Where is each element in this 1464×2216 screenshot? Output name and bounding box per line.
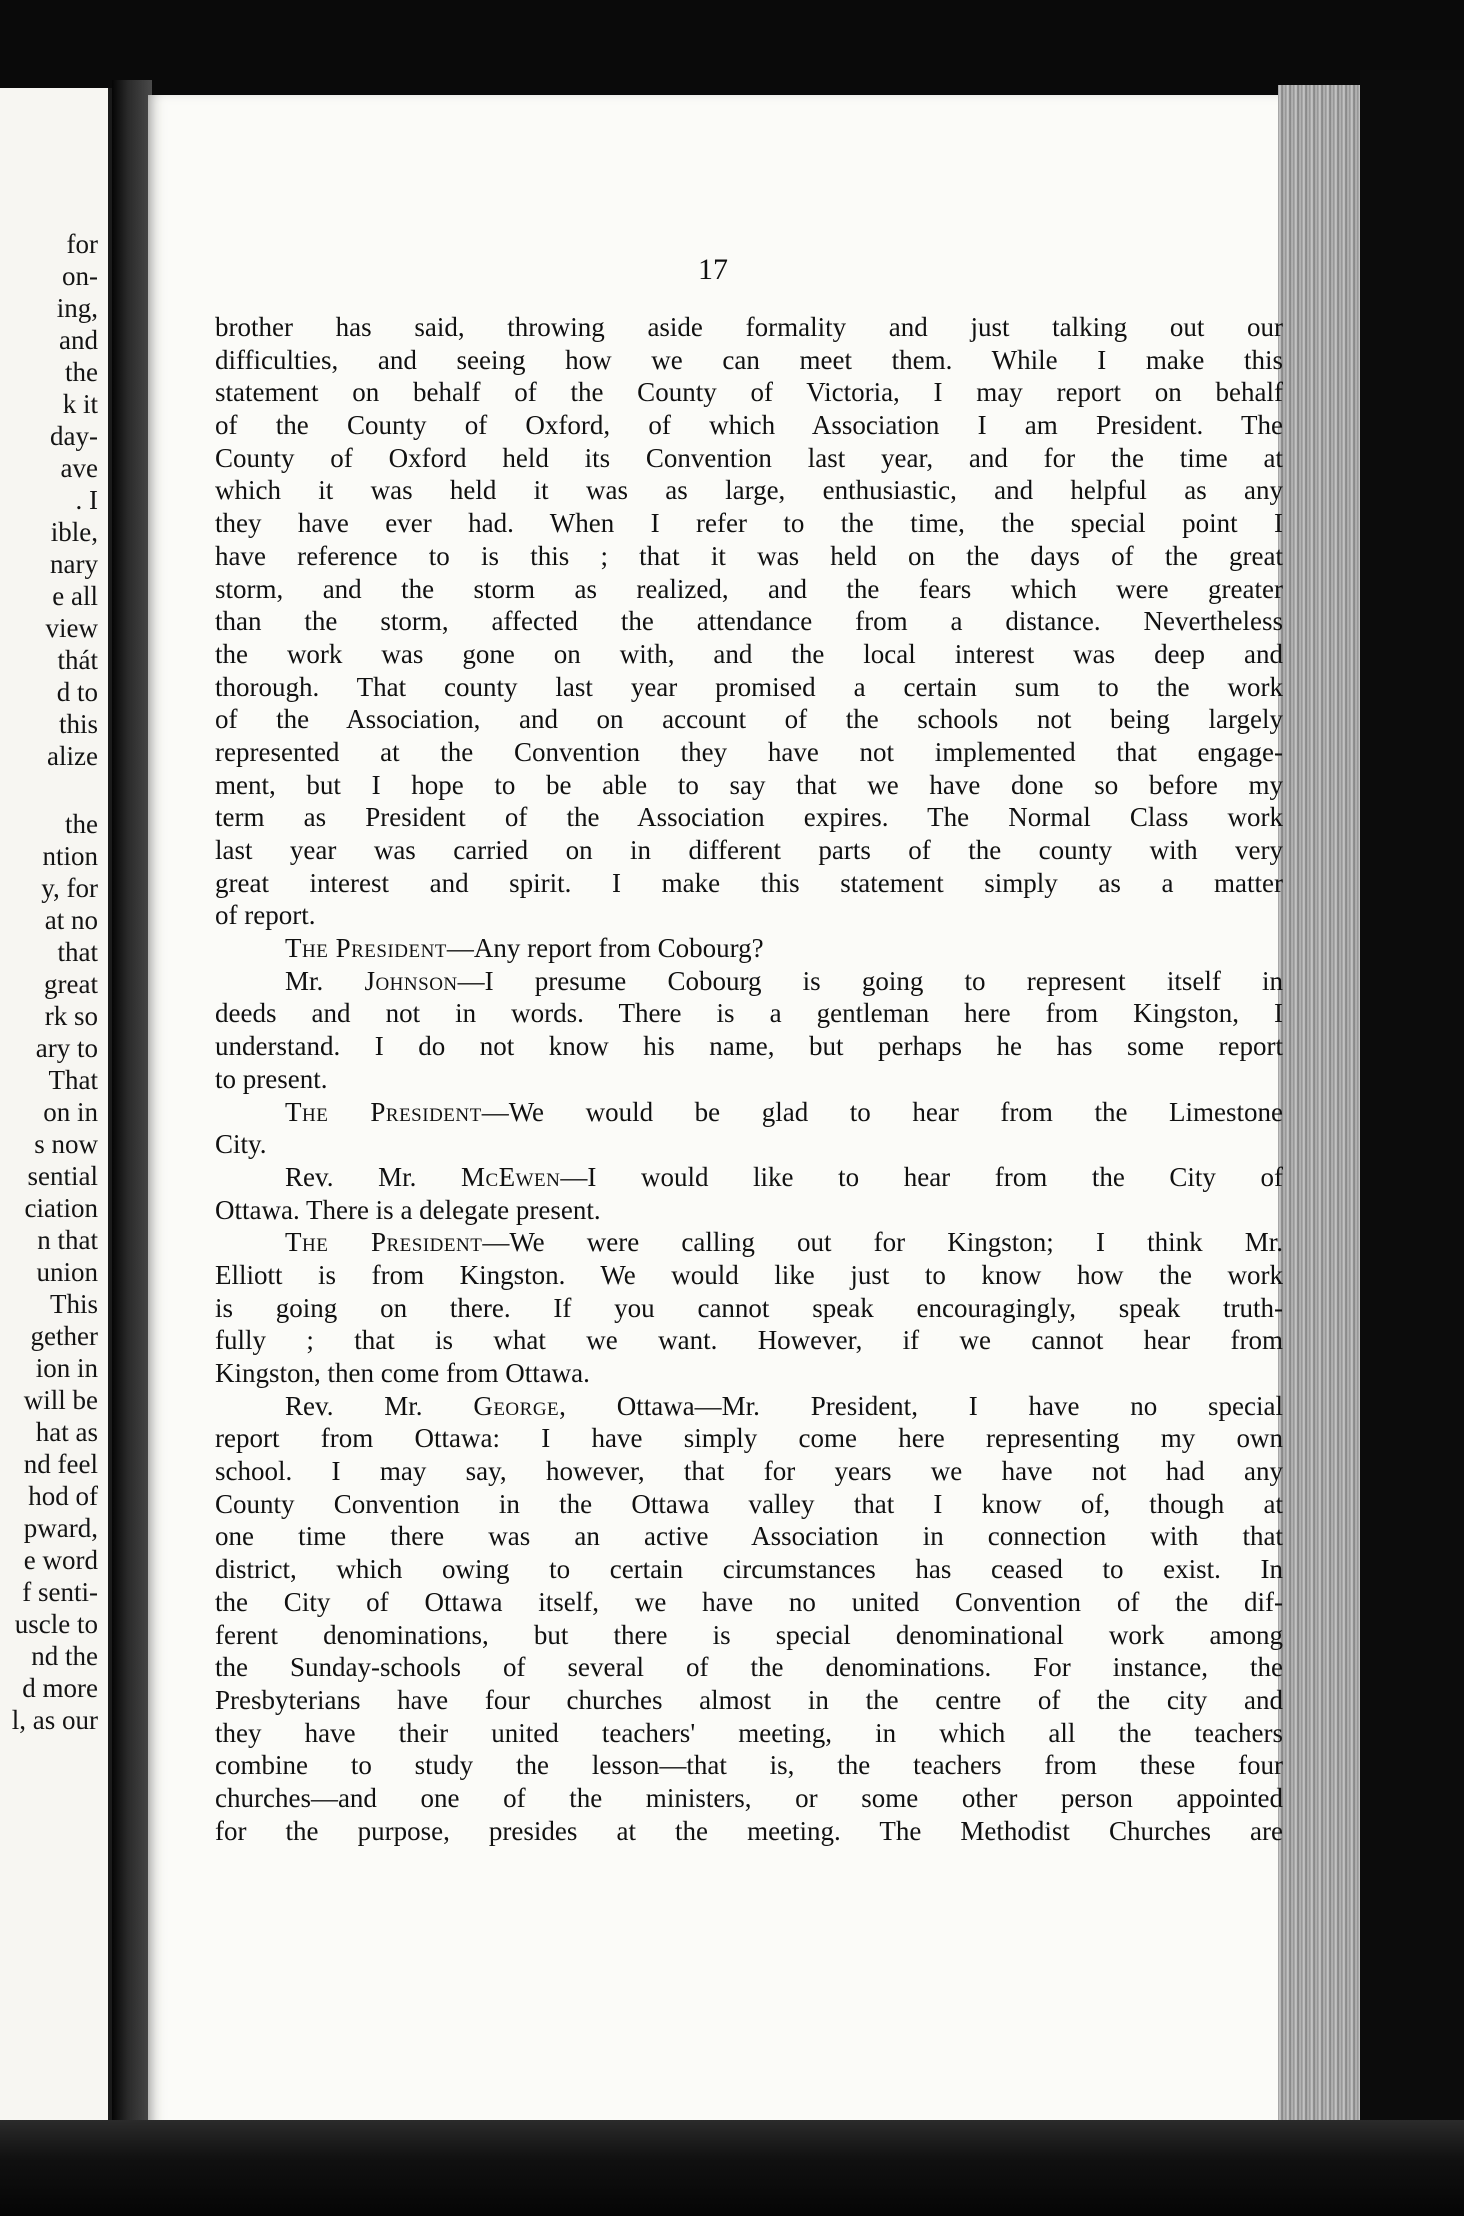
- text-line: school. I may say, however, that for years we have not had any: [215, 1456, 1283, 1487]
- book-gutter: [112, 80, 152, 2135]
- text-line: than the storm, affected the attendance from a distance. Nevertheless: [215, 606, 1283, 637]
- text-line: ferent denominations, but there is special denominational work among: [215, 1619, 1283, 1650]
- speaker-name: The President: [285, 1096, 482, 1127]
- left-page-line: on in: [43, 1097, 98, 1127]
- left-page-line: ible,: [50, 517, 98, 547]
- page-body-text: [215, 311, 1283, 1847]
- speaker-line: [215, 1161, 1283, 1194]
- speech-text: , Ottawa—Mr. President, I have no special: [559, 1390, 1283, 1421]
- left-page-line: e all: [52, 581, 98, 611]
- speech-text: —We were calling out for Kingston; I think Mr.: [482, 1227, 1283, 1258]
- text-line: brother has said, throwing aside formality and just talking out our: [215, 312, 1283, 342]
- left-page-line: e word: [23, 1545, 98, 1575]
- left-page-line: hat as: [35, 1417, 98, 1447]
- left-page-line: s now: [34, 1129, 98, 1159]
- left-page-line: uscle to: [14, 1609, 98, 1639]
- background-right: [1360, 70, 1464, 2170]
- left-page-line: alize: [47, 741, 98, 771]
- speaker-line: [215, 1226, 1283, 1259]
- text-line: one time there was an active Association in connection with that: [215, 1521, 1283, 1552]
- left-page-line: d more: [22, 1673, 98, 1703]
- text-line: they have ever had. When I refer to the time, the special point I: [215, 508, 1283, 539]
- text-line: district, which owing to certain circumstances has ceased to exist. In: [215, 1554, 1283, 1585]
- text-line: County of Oxford held its Convention last year, and for the time at: [215, 442, 1283, 473]
- text-line: to present.: [215, 1063, 328, 1094]
- left-page-line: great: [44, 969, 98, 999]
- left-page-line: y, for: [41, 873, 98, 903]
- left-page-line: the: [65, 357, 98, 387]
- text-line: represented at the Convention they have not implemented that engage-: [215, 736, 1283, 767]
- text-line: Elliott is from Kingston. We would like just to know how the work: [215, 1259, 1283, 1290]
- text-line: the work was gone on with, and the local interest was deep and: [215, 638, 1283, 669]
- text-line: deeds and not in words. There is a gentleman here from Kingston, I: [215, 998, 1283, 1029]
- left-page-line: that: [57, 937, 98, 967]
- left-page-line: pward,: [23, 1513, 98, 1543]
- speaker-name: The President: [285, 1227, 483, 1258]
- page-fore-edge: [1278, 85, 1373, 2145]
- speaker-name: George: [473, 1390, 560, 1421]
- text-line: difficulties, and seeing how we can meet them. While I make this: [215, 344, 1283, 375]
- speaker-title: Rev. Mr.: [285, 1390, 474, 1421]
- left-page-line: will be: [23, 1385, 98, 1415]
- speech-text: —We would be glad to hear from the Limestone: [481, 1096, 1283, 1127]
- left-page-line: ciation: [24, 1193, 98, 1223]
- background-bottom: [0, 2120, 1464, 2216]
- left-page-line: hod of: [28, 1481, 98, 1511]
- left-facing-page: [0, 88, 112, 2123]
- text-line: combine to study the lesson—that is, the teachers from these four: [215, 1750, 1283, 1781]
- left-page-line: this: [58, 709, 98, 739]
- left-page-line: ave: [60, 453, 98, 483]
- left-page-line: ntion: [42, 841, 98, 871]
- text-line: thorough. That county last year promised a certain sum to the work: [215, 671, 1283, 702]
- speech-text: —Any report from Cobourg?: [446, 933, 764, 964]
- left-page-line: rk so: [44, 1001, 98, 1031]
- speaker-name: The President: [285, 933, 447, 964]
- speaker-line: [215, 932, 1283, 965]
- left-page-line: union: [36, 1257, 98, 1287]
- left-page-line: nary: [50, 549, 98, 579]
- left-page-line: . I: [75, 485, 98, 515]
- left-page-line: sential: [27, 1161, 98, 1191]
- text-line: last year was carried on in different parts of the county with very: [215, 835, 1283, 865]
- speaker-title: Rev. Mr.: [285, 1161, 461, 1192]
- page-number: 17: [698, 253, 728, 286]
- text-line: great interest and spirit. I make this statement simply as a matter: [215, 867, 1283, 898]
- speaker-name: McEwen: [460, 1161, 561, 1192]
- text-line: ment, but I hope to be able to say that we have done so before my: [215, 769, 1283, 800]
- left-page-line: nd the: [31, 1641, 98, 1671]
- left-page-line: the: [65, 809, 98, 839]
- text-line: the Sunday-schools of several of the denominations. For instance, the: [215, 1652, 1283, 1683]
- text-line: of the Association, and on account of the schools not being largely: [215, 704, 1283, 735]
- speaker-line: [215, 965, 1283, 998]
- left-page-line: f senti-: [22, 1577, 98, 1607]
- left-page-line: k it: [62, 389, 98, 419]
- text-line: of the County of Oxford, of which Association I am President. The: [215, 410, 1283, 441]
- text-line: term as President of the Association expires. The Normal Class work: [215, 802, 1283, 833]
- text-line: report from Ottawa: I have simply come here representing my own: [215, 1423, 1283, 1454]
- left-page-line: on-: [62, 261, 98, 291]
- text-line: they have their united teachers' meeting, in which all the teachers: [215, 1717, 1283, 1748]
- left-page-line: This: [49, 1289, 98, 1319]
- text-line: the City of Ottawa itself, we have no united Convention of the dif-: [215, 1586, 1283, 1617]
- left-page-line: n that: [37, 1225, 98, 1255]
- text-line: fully ; that is what we want. However, if we cannot hear from: [215, 1325, 1283, 1356]
- left-page-line: thát: [57, 645, 98, 675]
- left-page-line: ion in: [35, 1353, 98, 1383]
- speaker-line: [215, 1096, 1283, 1129]
- speech-text: —I would like to hear from the City of: [560, 1161, 1283, 1192]
- text-line: for the purpose, presides at the meeting. The Methodist Churches are: [215, 1815, 1283, 1846]
- left-page-line: view: [45, 613, 98, 643]
- text-line: Kingston, then come from Ottawa.: [215, 1358, 590, 1388]
- text-line: Presbyterians have four churches almost in the centre of the city and: [215, 1684, 1283, 1715]
- left-page-line: and: [59, 325, 98, 355]
- text-line: City.: [215, 1129, 267, 1160]
- text-line: statement on behalf of the County of Victoria, I may report on behalf: [215, 377, 1283, 408]
- text-line: have reference to is this ; that it was held on the days of the great: [215, 540, 1283, 571]
- speaker-line: [215, 1390, 1283, 1423]
- left-page-line: day-: [50, 421, 98, 451]
- left-page-line: That: [48, 1065, 98, 1095]
- text-line: which it was held it was as large, enthusiastic, and helpful as any: [215, 475, 1283, 506]
- left-page-line: at no: [44, 905, 98, 935]
- text-line: is going on there. If you cannot speak encouragingly, speak truth-: [215, 1292, 1283, 1323]
- left-page-line: l, as our: [11, 1705, 98, 1735]
- text-line: storm, and the storm as realized, and the fears which were greater: [215, 573, 1283, 604]
- speaker-name: Johnson: [364, 965, 458, 996]
- left-page-line: for: [66, 229, 98, 259]
- left-page-line: ing,: [56, 293, 98, 323]
- text-line: Ottawa. There is a delegate present.: [215, 1194, 601, 1225]
- text-line: of report.: [215, 900, 316, 931]
- main-page: [148, 95, 1283, 2130]
- left-page-line: d to: [56, 677, 98, 707]
- text-line: understand. I do not know his name, but perhaps he has some report: [215, 1031, 1283, 1062]
- speaker-title: Mr.: [285, 965, 365, 996]
- left-page-line: gether: [30, 1321, 98, 1351]
- left-page-line: ary to: [35, 1033, 98, 1063]
- text-line: County Convention in the Ottawa valley that I know of, though at: [215, 1488, 1283, 1519]
- left-page-line: nd feel: [23, 1449, 98, 1479]
- speech-text: —I presume Cobourg is going to represent itself in: [457, 965, 1283, 996]
- text-line: churches—and one of the ministers, or some other person appointed: [215, 1782, 1283, 1813]
